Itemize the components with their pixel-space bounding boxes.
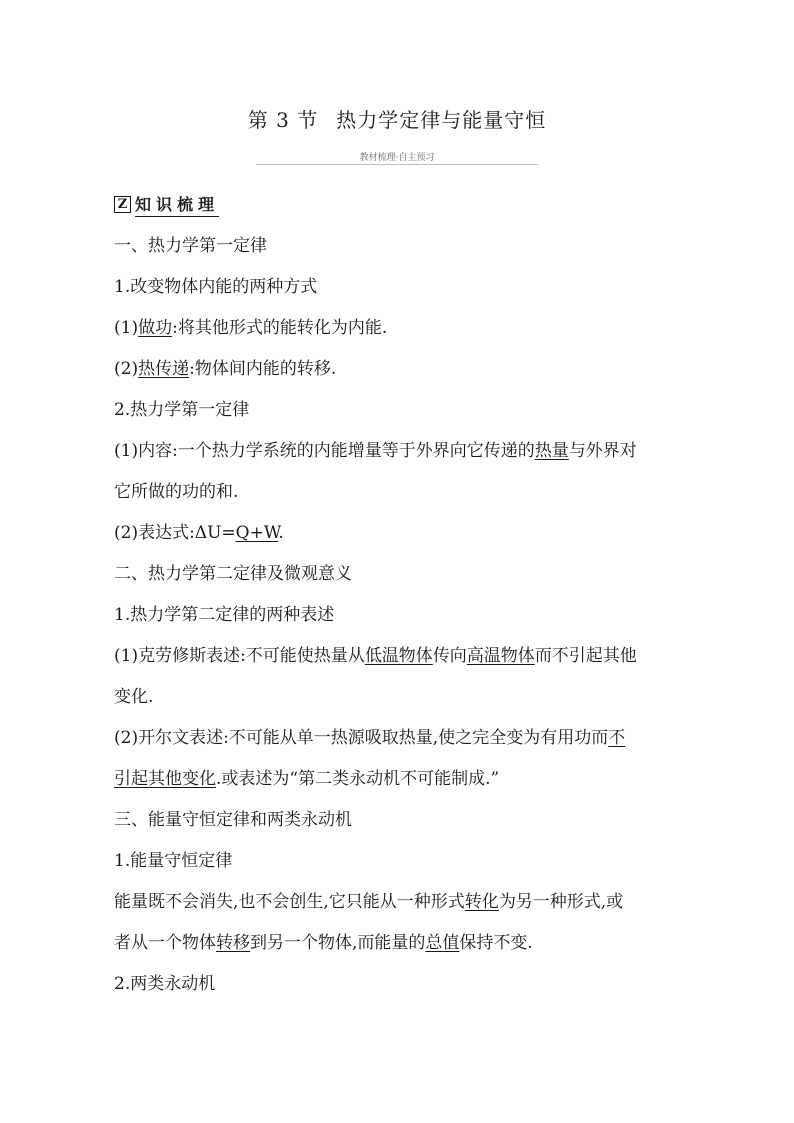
item-content: (1)内容:一个热力学系统的内能增量等于外界向它传递的热量与外界对 bbox=[114, 441, 637, 461]
item-expression: (2)表达式:ΔU=Q+W. bbox=[114, 523, 284, 543]
blank-work: 做功 bbox=[138, 318, 173, 338]
subheading-first-law: 2.热力学第一定律 bbox=[114, 400, 250, 420]
heading-second-law: 二、热力学第二定律及微观意义 bbox=[114, 564, 352, 584]
item-conservation-cont: 者从一个物体转移到另一个物体,而能量的总值保持不变. bbox=[114, 933, 533, 953]
item-conservation: 能量既不会消失,也不会创生,它只能从一种形式转化为另一种形式,或 bbox=[114, 892, 624, 912]
section-tag-label: 知识梳理 bbox=[135, 192, 219, 217]
section-number: 第 3 节 bbox=[247, 108, 319, 132]
blank-no-other-change: 不 bbox=[608, 728, 626, 748]
blank-transfer: 转移 bbox=[216, 933, 250, 953]
sub-banner: 教材梳理·自主预习 bbox=[359, 153, 435, 163]
page-title bbox=[0, 104, 794, 133]
knowledge-review-tag bbox=[114, 192, 219, 217]
heading-first-law: 一、热力学第一定律 bbox=[114, 236, 267, 256]
blank-no-other-change-cont: 引起其他变化 bbox=[114, 769, 216, 789]
document-body bbox=[114, 226, 694, 1005]
item-work: (1)做功:将其他形式的能转化为内能. bbox=[114, 318, 388, 338]
blank-convert: 转化 bbox=[464, 892, 499, 912]
item-clausius: (1)克劳修斯表述:不可能使热量从低温物体传向高温物体而不引起其他 bbox=[114, 646, 637, 666]
item-heat-transfer: (2)热传递:物体间内能的转移. bbox=[114, 359, 337, 379]
subheading-internal-energy: 1.改变物体内能的两种方式 bbox=[114, 277, 318, 297]
subheading-conservation-law: 1.能量守恒定律 bbox=[114, 851, 233, 871]
subheading-second-law: 1.热力学第二定律的两种表述 bbox=[114, 605, 335, 625]
blank-heat: 热量 bbox=[534, 441, 569, 461]
blank-total: 总值 bbox=[425, 933, 460, 953]
item-content-cont: 它所做的功的和. bbox=[114, 482, 239, 502]
blank-heat-transfer: 热传递 bbox=[138, 359, 190, 379]
item-clausius-cont: 变化. bbox=[114, 687, 154, 707]
blank-low-temp: 低温物体 bbox=[364, 646, 433, 666]
item-kelvin-cont: 引起其他变化.或表述为“第二类永动机不可能制成.” bbox=[114, 769, 500, 789]
item-kelvin: (2)开尔文表述:不可能从单一热源吸取热量,使之完全变为有用功而不 bbox=[114, 728, 626, 748]
subheading-perpetual-motion: 2.两类永动机 bbox=[114, 974, 216, 994]
blank-high-temp: 高温物体 bbox=[466, 646, 535, 666]
blank-formula: Q+W bbox=[235, 523, 279, 543]
z-letter-icon: Z bbox=[114, 196, 131, 213]
heading-energy-conservation: 三、能量守恒定律和两类永动机 bbox=[114, 810, 352, 830]
sub-banner-rule bbox=[256, 164, 538, 165]
section-title: 热力学定律与能量守恒 bbox=[336, 108, 547, 132]
